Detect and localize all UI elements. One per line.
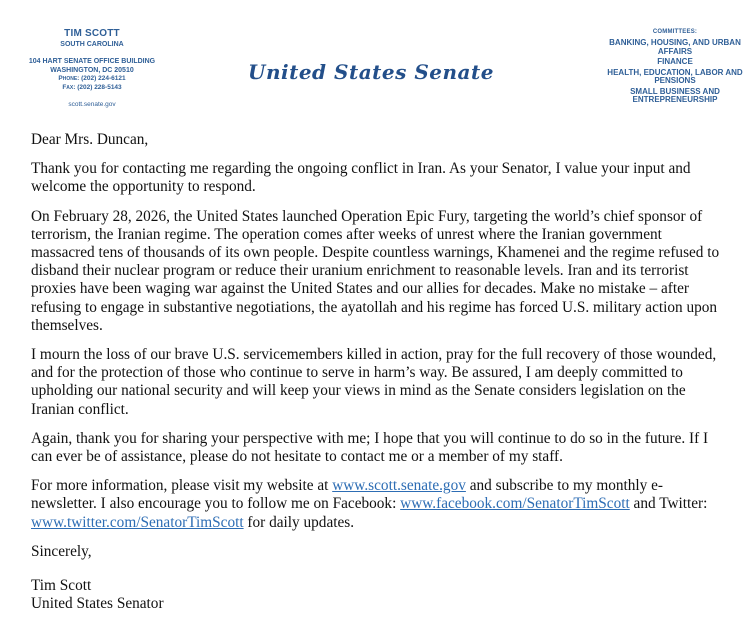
committee-item: FINANCE <box>657 57 693 66</box>
institution-title: United States Senate <box>248 60 494 84</box>
committee-item: HEALTH, EDUCATION, LABOR AND PENSIONS <box>607 67 743 85</box>
office-fax: Fax: (202) 228-5143 <box>62 83 122 91</box>
info-text: and subscribe to my monthly e-newsletter. I also encourage you to follow me on Facebook: <box>31 477 664 513</box>
committees-block <box>600 28 750 107</box>
office-address-line1: 104 HART SENATE OFFICE BUILDING <box>28 58 156 65</box>
committees-heading: COMMITTEES: <box>652 29 698 35</box>
paragraph-thanks: Again, thank you for sharing your perspective with me; I hope that you will continue to do so in the future. If I can ever be of assistance, please do not hesitate to contact me or a member of my staff. <box>31 429 709 466</box>
signature-block <box>31 577 721 613</box>
salutation: Dear Mrs. Duncan, <box>31 131 149 148</box>
twitter-link[interactable]: www.twitter.com/SenatorTimScott <box>31 513 244 531</box>
closing: Sincerely, <box>31 542 92 560</box>
paragraph-intro: Thank you for contacting me regarding the ongoing conflict in Iran. As your Senator, I value your input and welcome the opportunity to respond. <box>31 160 691 196</box>
committee-item: BANKING, HOUSING, AND URBAN AFFAIRS <box>609 38 741 56</box>
signature-title: United States Senator <box>31 595 164 613</box>
website-link[interactable]: www.scott.senate.gov <box>332 477 466 495</box>
letterhead-contact-block <box>0 28 184 109</box>
facebook-link[interactable]: www.facebook.com/SenatorTimScott <box>400 495 630 513</box>
signature-name: Tim Scott <box>31 577 92 595</box>
info-text: and Twitter: <box>629 495 708 513</box>
paragraph-operation: On February 28, 2026, the United States launched Operation Epic Fury, targeting the world’s chief sponsor of terrorism, the Iranian regime. The operation comes after weeks of unrest where the Iranian government massacred tens of thousands of its own people. Despite countless warnings, Khamenei and the regime refused to disband their nuclear program or reduce their uranium enrichment to reasonable levels. Iran and its terrorist proxies have been waging war against the United States and our allies for decades. Make no mistake – after refusing to engage in substantive negotiations, the ayatollah and his regime has forced U.S. military action upon themselves. <box>31 207 720 334</box>
committee-item: SMALL BUSINESS AND ENTREPRENEURSHIP <box>630 86 720 104</box>
office-phone: Phone: (202) 224-6121 <box>58 75 126 82</box>
info-text: for daily updates. <box>243 513 355 531</box>
info-text: For more information, please visit my website at <box>31 477 333 495</box>
letter-body <box>31 131 721 613</box>
letterhead-website: scott.senate.gov <box>68 101 116 108</box>
office-address-line2: WASHINGTON, DC 20510 <box>50 66 134 74</box>
senator-name: TIM SCOTT <box>64 28 120 39</box>
paragraph-more-info <box>31 477 721 532</box>
paragraph-servicemembers: I mourn the loss of our brave U.S. servicemembers killed in action, pray for the full recovery of those wounded, and for the protection of those who continue to serve in harm’s way. Be assured, I am deeply committed to upholding our national security and will keep your views in mind as the Senate considers legislation on the Iranian conflict. <box>31 346 717 418</box>
senator-state: SOUTH CAROLINA <box>60 41 124 48</box>
